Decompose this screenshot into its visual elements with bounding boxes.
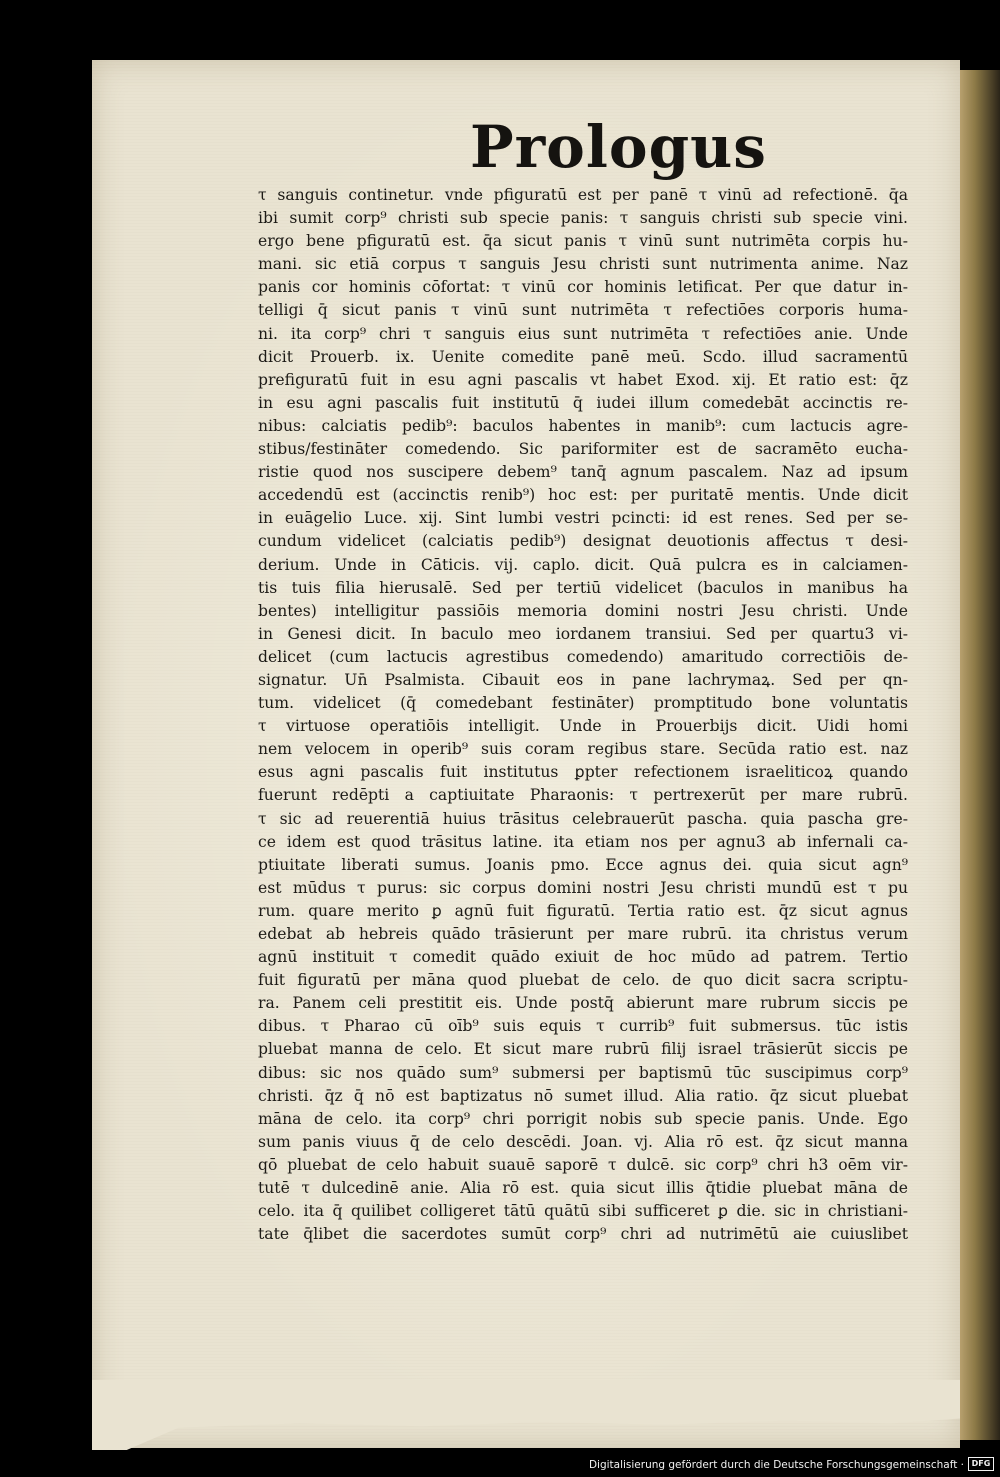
text-line: dibus: sic nos quādo sum⁹ submersi per baptismū tūc suscipimus corp⁹ — [258, 1063, 908, 1082]
text-line: ptiuitate liberati sumus. Joanis pmo. Ecce agnus dei. quia sicut agn⁹ — [258, 855, 908, 874]
text-line: esus agni pascalis fuit institutus ꝑpter refectionem israeliticoꝝ quando — [258, 763, 908, 782]
text-line: rum. quare merito ꝑ agnū fuit figuratū. Tertia ratio est. q̄z sicut agnus — [258, 901, 908, 920]
text-line: ergo bene pfiguratū est. q̄a sicut panis τ vinū sunt nutrimēta corpis hu- — [258, 232, 908, 251]
text-line: panis cor hominis cōfortat: τ vinū cor hominis letificat. Per que datur in- — [258, 278, 908, 297]
text-line: telligi q̄ sicut panis τ vinū sunt nutrimēta τ refectiōes corporis huma- — [258, 301, 908, 320]
text-line: cundum videlicet (calciatis pedib⁹) designat deuotionis affectus τ desi- — [258, 532, 908, 551]
text-line: in euāgelio Luce. xij. Sint lumbi vestri pcincti: id est renes. Sed per se- — [258, 509, 908, 528]
text-line: sum panis viuus q̄ de celo descēdi. Joan. vj. Alia rō est. q̄z sicut manna — [258, 1132, 908, 1151]
text-line: τ sanguis continetur. vnde pfiguratū est per panē τ vinū ad refectionē. q̄a — [258, 186, 908, 204]
text-line: celo. ita q̄ quilibet colligeret tātū quātū sibi sufficeret ꝑ die. sic in christiani- — [258, 1202, 908, 1221]
text-line: ce idem est quod trāsitus latine. ita etiam nos per agnu3 ab infernali ca- — [258, 832, 908, 851]
text-line: stibus/festināter comedendo. Sic pariformiter est de sacramēto eucha- — [258, 440, 908, 459]
text-line: τ virtuose operatiōis intelligit. Unde in Prouerbijs dicit. Uidi homi — [258, 717, 908, 736]
book-edge — [958, 70, 1000, 1440]
funding-credit: Digitalisierung gefördert durch die Deutsche Forschungsgemeinschaft · — [588, 1459, 964, 1471]
text-line: tum. videlicet (q̄ comedebant festināter) promptitudo bone voluntatis — [258, 694, 908, 713]
text-line: τ sic ad reuerentiā huius trāsitus celebrauerūt pascha. quia pascha gre- — [258, 809, 908, 828]
text-line: edebat ab hebreis quādo trāsierunt per mare rubrū. ita christus verum — [258, 925, 908, 943]
text-line: est mūdus τ purus: sic corpus domini nostri Jesu christi mundū est τ pu — [258, 878, 908, 897]
text-line: nibus: calciatis pedib⁹: baculos habentes in manib⁹: cum lactucis agre- — [258, 416, 908, 435]
text-line: agnū instituit τ comedit quādo exiuit de hoc mūdo ad patrem. Tertio — [258, 948, 908, 967]
dfg-logo: DFG — [968, 1457, 994, 1471]
text-line: ristie quod nos suscipere debem⁹ tanq̄ agnum pascalem. Naz ad ipsum — [258, 463, 908, 482]
text-line: dicit Prouerb. ix. Uenite comedite panē meū. Scdo. illud sacramentū — [258, 347, 908, 366]
text-line: accedendū est (accinctis renib⁹) hoc est: per puritatē mentis. Unde dicit — [258, 486, 908, 505]
text-line: tis tuis filia hierusalē. Sed per tertiū videlicet (baculos in manibus ha — [258, 578, 908, 597]
page-body-text — [258, 184, 908, 1246]
text-line: pluebat manna de celo. Et sicut mare rubrū filij israel trāsierūt siccis pe — [258, 1040, 908, 1059]
text-line: in esu agni pascalis fuit institutū q̄ iudei illum comedebāt accinctis re- — [258, 393, 908, 412]
text-line: qō pluebat de celo habuit suauē saporē τ dulcē. sic corp⁹ chri h3 oēm vir- — [258, 1155, 908, 1174]
text-line: bentes) intelligitur passiōis memoria domini nostri Jesu christi. Unde — [258, 601, 908, 620]
text-line: ibi sumit corp⁹ christi sub specie panis: τ sanguis christi sub specie vini. — [258, 209, 908, 228]
text-line: fuerunt redēpti a captiuitate Pharaonis: τ pertrexerūt per mare rubrū. — [258, 786, 908, 805]
text-line: nem velocem in operib⁹ suis coram regibus stare. Secūda ratio est. naz — [258, 740, 908, 759]
text-line: ra. Panem celi prestitit eis. Unde postq̄ abierunt mare rubrum siccis pe — [258, 994, 908, 1013]
text-line: tutē τ dulcedinē anie. Alia rō est. quia sicut illis q̄tidie pluebat māna de — [258, 1179, 908, 1198]
page-heading: Prologus — [470, 113, 767, 181]
text-line: mani. sic etiā corpus τ sanguis Jesu christi sunt nutrimenta anime. Naz — [258, 255, 908, 274]
text-line: ni. ita corp⁹ chri τ sanguis eius sunt nutrimēta τ refectiōes anie. Unde — [258, 324, 908, 343]
text-line: prefiguratū fuit in esu agni pascalis vt habet Exod. xij. Et ratio est: q̄z — [258, 370, 908, 389]
text-line: fuit figuratū per māna quod pluebat de celo. de quo dicit sacra scriptu- — [258, 971, 908, 990]
text-line: māna de celo. ita corp⁹ chri porrigit nobis sub specie panis. Unde. Ego — [258, 1109, 908, 1128]
text-line: signatur. Un̄ Psalmista. Cibauit eos in pane lachrymaꝝ. Sed per qn- — [258, 670, 908, 689]
text-line: delicet (cum lactucis agrestibus comedendo) amaritudo correctiōis de- — [258, 647, 908, 666]
text-line: dibus. τ Pharao cū oīb⁹ suis equis τ currib⁹ fuit submersus. tūc istis — [258, 1017, 908, 1036]
text-line: derium. Unde in Cāticis. vij. caplo. dicit. Quā pulcra es in calciamen- — [258, 555, 908, 574]
text-line: christi. q̄z q̄ nō est baptizatus nō sumet illud. Alia ratio. q̄z sicut pluebat — [258, 1086, 908, 1105]
text-line: in Genesi dicit. In baculo meo iordanem transiui. Sed per quartu3 vi- — [258, 624, 908, 643]
text-line: tate q̄libet die sacerdotes sumūt corp⁹ chri ad nutrimētū aie cuiuslibet — [258, 1225, 908, 1244]
